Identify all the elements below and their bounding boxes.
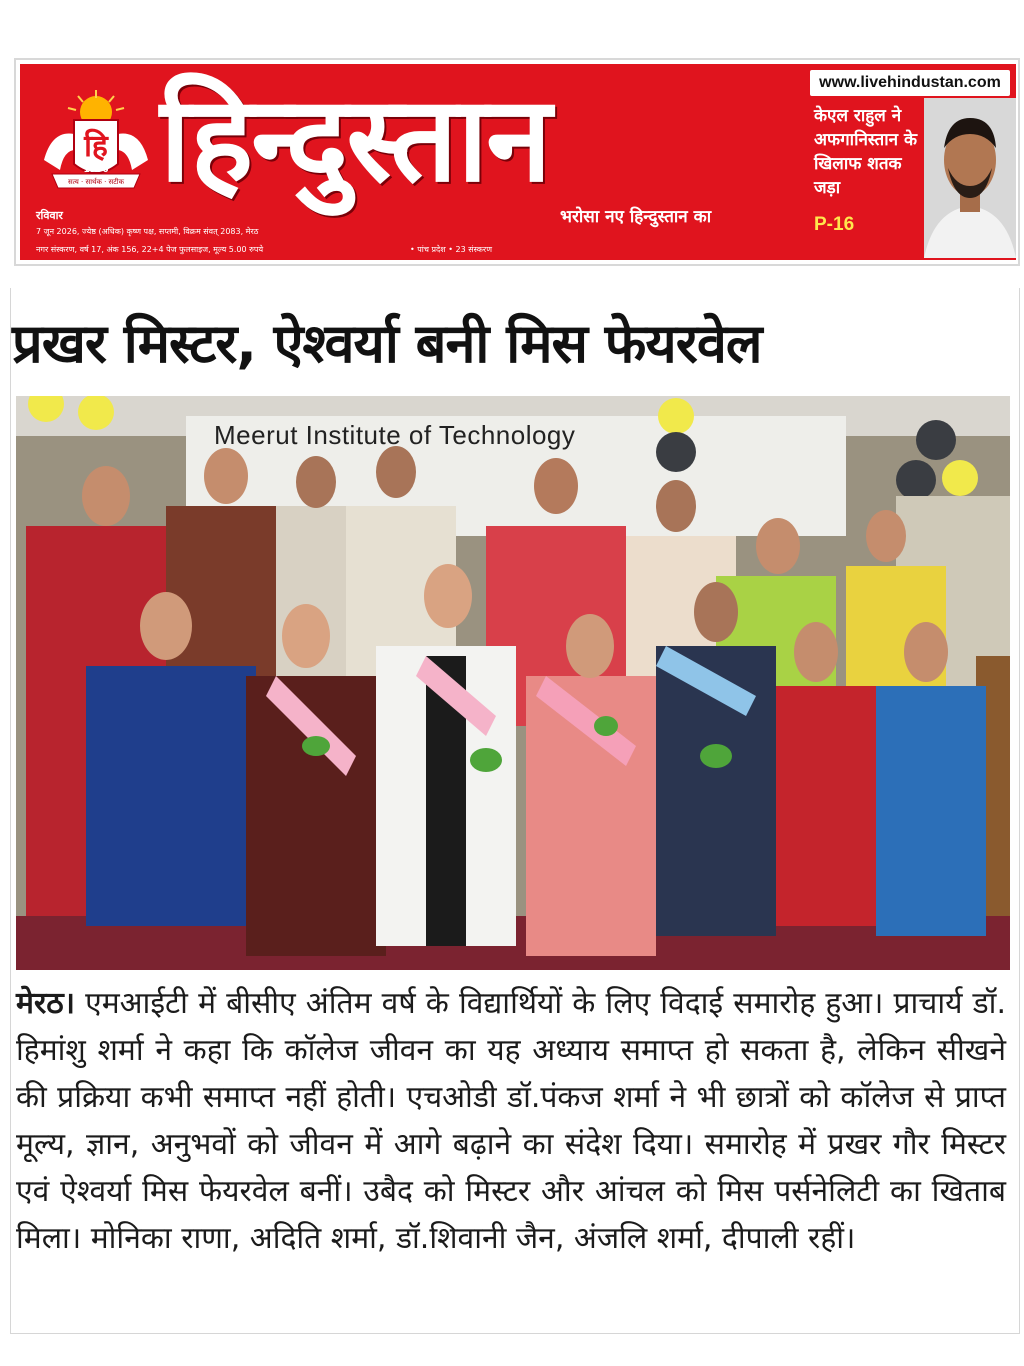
teaser-portrait-image [924, 98, 1016, 258]
masthead [14, 58, 1020, 266]
svg-text:हि: हि [84, 129, 108, 164]
article-dateline: मेरठ। [16, 986, 76, 1021]
article-body-text: एमआईटी में बीसीए अंतिम वर्ष के विद्यार्थियों के लिए विदाई समारोह हुआ। प्राचार्य डॉ. हिमांशु शर्मा ने कहा कि कॉलेज जीवन का यह अध्याय समाप्त हो सकता है, लेकिन सीखने की प्रक्रिया कभी समाप्त नहीं होती। एचओडी डॉ.पंकज शर्मा ने भी छात्रों को कॉलेज से प्राप्त मूल्य, ज्ञान, अनुभवों को जीवन में आगे बढ़ाने का संदेश दिया। समारोह में प्रखर गौर मिस्टर एवं ऐश्वर्या मिस फेयरवेल बनीं। उबैद को मिस्टर और आंचल को मिस पर्सनेलिटी का खिताब मिला। मोनिका राणा, अदिति शर्मा, डॉ.शिवानी जैन, अंजलि शर्मा, दीपाली रहीं। [16, 986, 1006, 1256]
issue-states-line: • पांच प्रदेश • 23 संस्करण [410, 245, 492, 254]
article-body [16, 980, 1006, 1262]
teaser-page-number: P-16 [814, 214, 855, 235]
hindustan-emblem-icon [38, 90, 154, 200]
teaser-headline[interactable]: केएल राहुल ने अफगानिस्तान के खिलाफ शतक जड़ा [814, 106, 918, 198]
svg-text:सत्य · सार्थक · सटीक: सत्य · सार्थक · सटीक [67, 178, 125, 186]
newspaper-title: हिन्दुस्तान [160, 70, 550, 208]
issue-day: रविवार [36, 209, 63, 222]
issue-date-line: 7 जून 2026, ज्येष्ठ (अधिक) कृष्ण पक्ष, सप्तमी, विक्रम संवत् 2083, मेरठ [36, 227, 259, 236]
masthead-teaser-panel [804, 64, 1016, 260]
masthead-red-band [20, 64, 804, 260]
article-photo [16, 396, 1010, 970]
group-photo-image [16, 396, 1010, 970]
issue-edition-line: नगर संस्करण, वर्ष 17, अंक 156, 22+4 पेज फुलसाइज, मूल्य 5.00 रुपये [36, 245, 264, 254]
tagline: भरोसा नए हिन्दुस्तान का [560, 207, 712, 227]
photo-banner-text: Meerut Institute of Technology [214, 420, 576, 450]
article-headline: प्रखर मिस्टर, ऐश्वर्या बनी मिस फेयरवेल [12, 312, 762, 375]
svg-text:1936: 1936 [83, 165, 109, 175]
website-url[interactable]: www.livehindustan.com [810, 70, 1010, 96]
